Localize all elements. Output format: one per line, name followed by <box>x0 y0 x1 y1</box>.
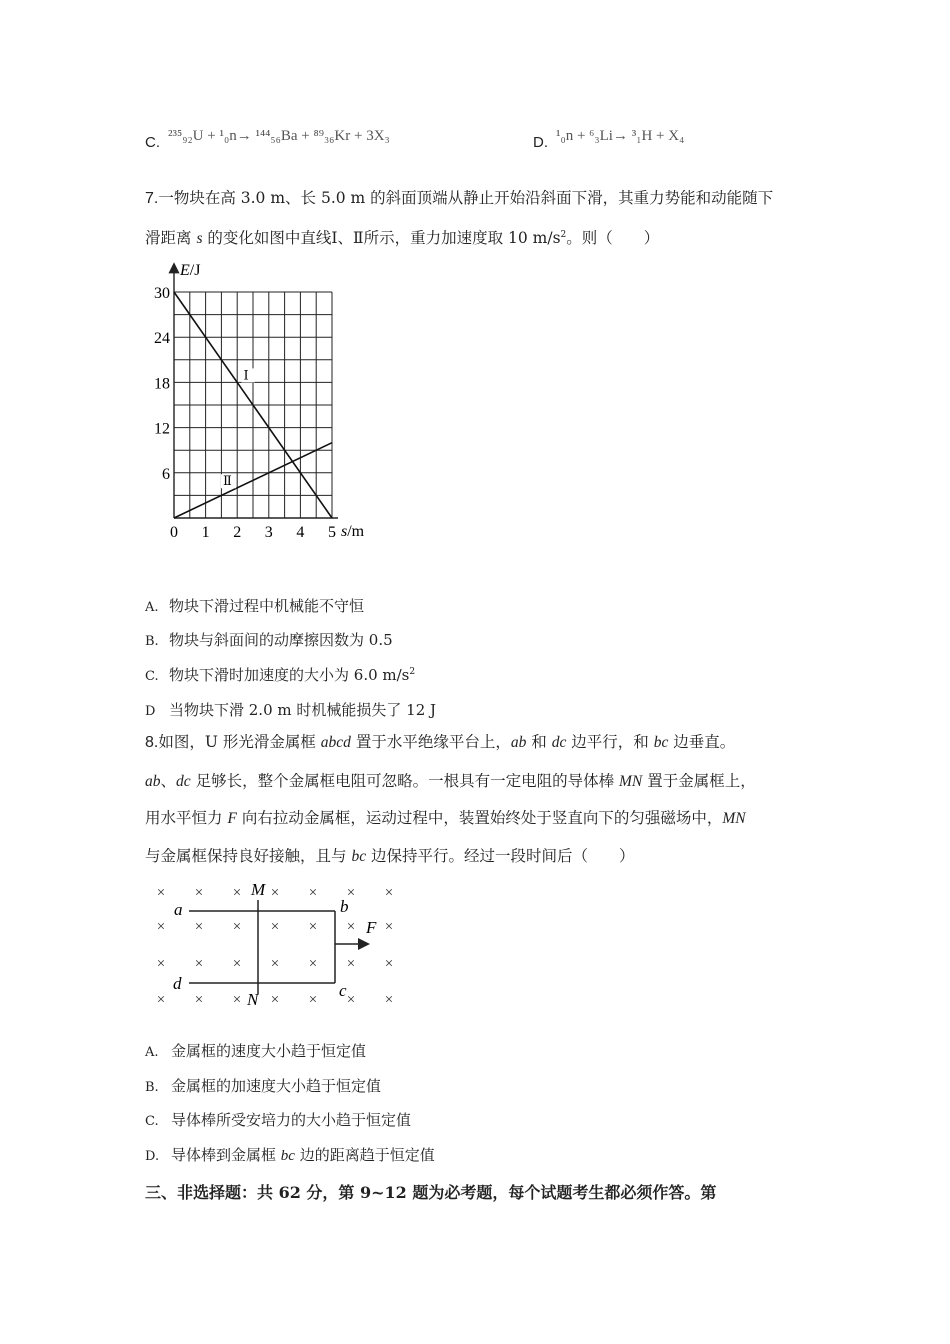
field-cross: × <box>346 919 356 935</box>
option-label: A. <box>145 1045 159 1060</box>
nuclear-equation-d <box>556 128 684 145</box>
q7-stem-line2 <box>145 225 659 249</box>
field-cross: × <box>384 919 394 935</box>
option-label: B. <box>145 634 159 649</box>
variable: abcd <box>320 734 351 751</box>
y-axis-label: E/J <box>180 262 201 279</box>
x-tick-label: 1 <box>201 524 210 541</box>
option-label: A. <box>145 600 159 615</box>
magnetic-field-crosses <box>157 885 393 1008</box>
q8-stem-line1 <box>145 732 735 753</box>
q8-option-d <box>145 1144 435 1165</box>
variable: bc <box>280 1148 295 1164</box>
field-cross: × <box>232 956 242 972</box>
option-label: C. <box>145 1114 159 1129</box>
series-label-1: Ⅰ <box>243 367 249 383</box>
field-cross: × <box>308 956 318 972</box>
field-cross: × <box>384 992 394 1008</box>
field-cross: × <box>308 992 318 1008</box>
variable: MN <box>722 810 746 827</box>
option-text: 导体棒到金属框 <box>171 1146 281 1164</box>
y-tick-label: 6 <box>162 465 170 483</box>
field-cross: × <box>232 919 242 935</box>
stem-text: 和 <box>526 733 552 751</box>
y-tick-label: 30 <box>154 285 170 302</box>
option-text: 导体棒所受安培力的大小趋于恒定值 <box>171 1111 412 1129</box>
stem-text: 边平行，和 <box>566 733 654 751</box>
field-cross: × <box>194 992 204 1008</box>
field-cross: × <box>232 992 242 1008</box>
field-cross: × <box>308 919 318 935</box>
field-cross: × <box>194 885 204 901</box>
equation-text: ²³⁵₉₂U + ¹₀n→ ¹⁴⁴₅₆Ba + ⁸⁹₃₆Kr + 3X₃ <box>168 128 390 144</box>
variable: MN <box>619 773 643 790</box>
y-axis-unit: /J <box>189 262 201 279</box>
stem-text: 与金属框保持良好接触，且与 <box>145 847 352 865</box>
y-tick-label: 18 <box>154 375 170 393</box>
q8-option-c <box>145 1109 411 1130</box>
option-text: 物块与斜面间的动摩擦因数为 0.5 <box>169 631 393 649</box>
field-cross: × <box>270 885 280 901</box>
option-text: 边的距离趋于恒定值 <box>294 1146 435 1164</box>
label-d: d <box>173 974 182 993</box>
x-tick-label: 3 <box>264 524 273 541</box>
superscript: 2 <box>560 230 567 240</box>
x-tick-label: 4 <box>296 524 305 541</box>
stem-text: 用水平恒力 <box>145 809 228 827</box>
option-text: 当物块下滑 2.0 m 时机械能损失了 12 J <box>169 701 437 719</box>
question-number: 7. <box>145 190 159 207</box>
label-b: b <box>340 897 349 916</box>
stem-text: 边保持平行。经过一段时间后（ ） <box>366 847 635 865</box>
option-label: D. <box>533 134 548 151</box>
chart-ticks <box>154 285 336 541</box>
stem-text: 。则（ ） <box>566 229 660 247</box>
y-tick-label: 24 <box>154 330 170 348</box>
field-cross: × <box>270 919 280 935</box>
equation-text: ¹₀n + ⁶₃Li→ ³₁H + X₄ <box>556 128 685 144</box>
variable: dc <box>551 734 567 751</box>
label-F: F <box>366 918 377 937</box>
field-cross: × <box>346 992 356 1008</box>
stem-text: 、 <box>160 772 177 790</box>
option-label: B. <box>145 1080 159 1095</box>
series-label-2: Ⅱ <box>222 473 232 489</box>
field-cross: × <box>384 956 394 972</box>
q7-stem-line1 <box>145 188 773 209</box>
q7-option-d <box>145 699 436 720</box>
stem-text: 的变化如图中直线Ⅰ、Ⅱ所示，重力加速度取 10 m/s <box>202 229 561 247</box>
stem-text: 如图，U 形光滑金属框 <box>158 733 321 751</box>
x-tick-label: 2 <box>233 524 242 541</box>
label-M: M <box>251 880 266 899</box>
section-text: 三、非选择题：共 62 分，第 9~12 题为必考题，每个试题考生都必须作答。第 <box>145 1183 717 1202</box>
option-label: D. <box>145 1149 160 1164</box>
nuclear-equation-c <box>168 128 390 145</box>
superscript: 2 <box>409 667 416 677</box>
section-heading <box>145 1180 716 1203</box>
q8-option-a <box>145 1040 366 1061</box>
variable: ab <box>510 734 527 751</box>
stem-text: 足够长，整个金属框电阻可忽略。一根具有一定电阻的导体棒 <box>190 772 620 790</box>
variable: bc <box>351 848 367 865</box>
option-label: C. <box>145 669 159 684</box>
q7-option-b <box>145 629 393 650</box>
field-cross: × <box>346 885 356 901</box>
option-label: D <box>145 704 156 719</box>
stem-text: 滑距离 <box>145 229 197 247</box>
x-axis-label: s/m <box>341 523 365 540</box>
field-cross: × <box>270 992 280 1008</box>
stem-text: 边垂直。 <box>668 733 736 751</box>
option-text: 金属框的加速度大小趋于恒定值 <box>171 1077 382 1095</box>
field-cross: × <box>156 919 166 935</box>
q8-option-b <box>145 1075 381 1096</box>
q6-option-c <box>145 132 160 151</box>
option-text: 物块下滑时加速度的大小为 6.0 m/s <box>169 666 410 684</box>
variable: bc <box>653 734 669 751</box>
field-cross: × <box>194 956 204 972</box>
x-tick-label: 5 <box>328 524 336 541</box>
option-label: C. <box>145 134 160 151</box>
label-N: N <box>247 990 259 1009</box>
question-number: 8. <box>145 734 159 751</box>
option-text: 金属框的速度大小趋于恒定值 <box>171 1042 367 1060</box>
q8-stem-line2 <box>145 771 756 792</box>
field-cross: × <box>156 992 166 1008</box>
variable: dc <box>176 773 191 790</box>
stem-text: 置于金属框上， <box>642 772 756 790</box>
field-cross: × <box>308 885 318 901</box>
variable: F <box>227 810 237 827</box>
variable: s <box>196 230 203 247</box>
variable: ab <box>145 773 161 790</box>
q7-option-a <box>145 595 364 616</box>
stem-text: 置于水平绝缘平台上， <box>350 733 511 751</box>
field-cross: × <box>156 956 166 972</box>
x-tick-label: 0 <box>170 524 178 541</box>
field-cross: × <box>270 956 280 972</box>
field-cross: × <box>346 956 356 972</box>
q7-option-c <box>145 664 415 685</box>
stem-text: 一物块在高 3.0 m、长 5.0 m 的斜面顶端从静止开始沿斜面下滑，其重力势能和动能随下 <box>158 189 774 207</box>
field-cross: × <box>384 885 394 901</box>
field-cross: × <box>194 919 204 935</box>
field-cross: × <box>156 885 166 901</box>
energy-distance-chart <box>140 255 390 555</box>
field-cross: × <box>232 885 242 901</box>
magnetic-field-figure <box>145 876 405 1016</box>
stem-text: 向右拉动金属框，运动过程中，装置始终处于竖直向下的匀强磁场中， <box>236 809 723 827</box>
q8-stem-line3 <box>145 808 746 829</box>
option-text: 物块下滑过程中机械能不守恒 <box>169 597 365 615</box>
label-a: a <box>174 900 183 919</box>
q8-stem-line4 <box>145 846 635 867</box>
y-tick-label: 12 <box>154 420 170 438</box>
q6-option-d <box>533 132 548 151</box>
label-c: c <box>339 981 347 1000</box>
